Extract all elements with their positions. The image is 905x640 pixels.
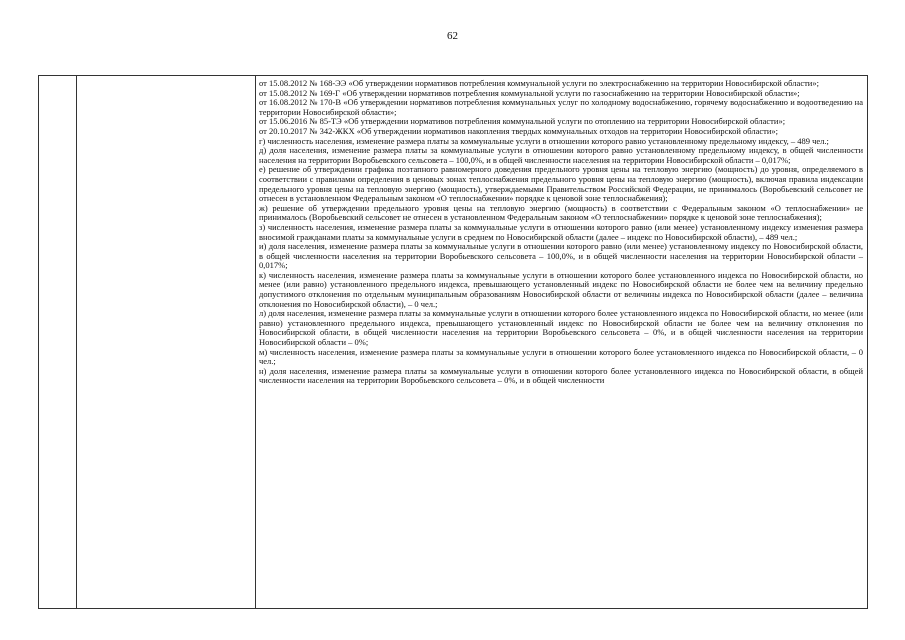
paragraph-item-z: з) численность населения, изменение размера платы за коммунальные услуги в отношении которого равно (или менее) установленному индексу изменения размера вносимой гражданами платы за коммунальные услуги в среднем по Новосибирской области (далее – индекс по Новосибирской области), – 489 чел.; [259,221,863,242]
table-column-number [39,76,77,608]
paragraph-item-d: д) доля населения, изменение размера платы за коммунальные услуги в отношении которого равно установленному предельному индексу, в общей численности населения на территории Воробьевского сельсовета – 100,0%, и в общей численности населения на территории Новосибирской области – 0,017%; [259,145,863,165]
paragraph-item-l: л) доля населения, изменение размера платы за коммунальные услуги в отношении которого более установленного индекса по Новосибирской области, но менее (или равно) установленного предельного индекса, превышающего установленный индекс по Новосибирской области не более чем на величину отклонения по Новосибирской области, в общей численности населения на территории Воробьевского сельсовета – 0%, и в общей численности населения на территории Новосибирской области – 0%; [259,308,863,348]
paragraph-item-g: г) численность населения, изменение размера платы за коммунальные услуги в отношении которого равно установленному предельному индексу, – 489 чел.; [259,135,829,146]
paragraph-order-85: от 15.06.2016 № 85-ТЭ «Об утверждении нормативов потребления коммунальной услуги по отоплению на территории Новосибирской области»; [259,116,786,127]
paragraph-item-zh: ж) решение об утверждении предельного уровня цены на тепловую энергию (мощность) в соответствии с Федеральным законом «О теплоснабжении» не принималось (Воробьевский сельсовет не отнесен в установленном Федеральным законом «О теплоснабжении» порядке к ценовой зоне теплоснабжения); [259,202,863,223]
paragraph-order-342: от 20.10.2017 № 342-ЖКХ «Об утверждении нормативов накопления твердых коммунальных отходов на территории Новосибирской области»; [259,125,779,136]
paragraph-item-n: н) доля населения, изменение размера платы за коммунальные услуги в отношении которого более установленного индекса по Новосибирской области, в общей численности населения на территории Воробьевского сельсовета – 0%, и в общей численности [259,365,863,386]
paragraph-item-k: к) численность населения, изменение размера платы за коммунальные услуги в отношении которого более установленного индекса по Новосибирской области, но менее (или равно) установленного предельного индекса, превышающего установленный индекс по Новосибирской области не более чем на величину предельно допустимого отклонения по отдельным муниципальным образованиям Новосибирской области от величины индекса по Новосибирской области (далее – величина отклонения по Новосибирской области), – 0 чел.; [259,269,863,309]
paragraph-item-i: и) доля населения, изменение размера платы за коммунальные услуги в отношении которого равно (или менее) установленному индексу по Новосибирской области, в общей численности населения на территории Воробьевского сельсовета – 100,0%, и в общей численности населения на территории Новосибирской области – 0,017%; [259,241,863,271]
paragraph-item-e: е) решение об утверждении графика поэтапного равномерного доведения предельного уровня цены на тепловую энергию (мощность) до уровня, определяемого в соответствии с правилами определения в ценовых зонах теплоснабжения предельного уровня цены на тепловую энергию (мощность), включая правила индексации предельного уровня цены на тепловую энергию (мощность), утверждаемыми Правительством Российской Федерации, не принималось (Воробьевский сельсовет не отнесен в установленном Федеральным законом «О теплоснабжении» порядке к ценовой зоне теплоснабжения); [259,164,863,204]
paragraph-order-168: от 15.08.2012 № 168-ЭЭ «Об утверждении нормативов потребления коммунальной услуги по электроснабжению на территории Новосибирской области»; [259,78,819,88]
page-number: 62 [447,30,458,42]
paragraph-item-m: м) численность населения, изменение размера платы за коммунальные услуги в отношении которого более установленного индекса по Новосибирской области, – 0 чел.; [259,346,863,367]
table-column-text [256,76,867,608]
paragraph-order-170: от 16.08.2012 № 170-В «Об утверждении нормативов потребления коммунальных услуг по холодному водоснабжению, горячему водоснабжению и водоотведению на территории Новосибирской области»; [259,97,863,117]
paragraph-order-169: от 15.08.2012 № 169-Г «Об утверждении нормативов потребления коммунальной услуги по газоснабжению на территории Новосибирской области»; [259,87,800,98]
document-table [38,75,868,609]
table-column-name [77,76,256,608]
